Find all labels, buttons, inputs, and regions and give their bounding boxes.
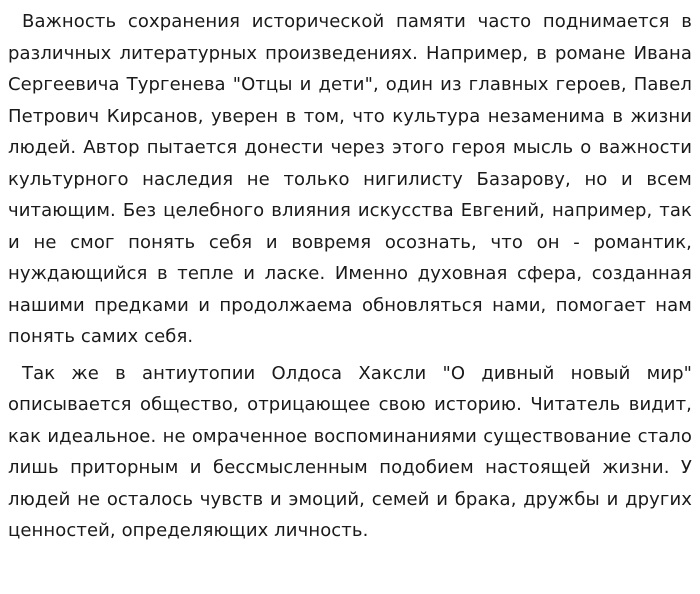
document-body [8,6,692,547]
paragraph-historical-memory: Важность сохранения исторической памяти часто поднимается в различных литературных произведениях. Например, в романе Ивана Сергеевича Тургенева "Отцы и дети", один из главных героев, Павел Петрович Кирсанов, уверен в том, что культура незаменима в жизни людей. Автор пытается донести через этого героя мысль о важности культурного наследия не только нигилисту Базарову, но и всем читающим. Без целебного влияния искусства Евгений, например, так и не смог понять себя и вовремя осознать, что он - романтик, нуждающийся в тепле и ласке. Именно духовная сфера, созданная нашими предками и продолжаема обновляться нами, помогает нам понять самих себя. [8,11,692,347]
paragraph-huxley-dystopia: Так же в антиутопии Олдоса Хаксли "О дивный новый мир" описывается общество, отрицающее свою историю. Читатель видит, как идеальное. не омраченное воспоминаниями существование стало лишь приторным и бессмысленным подобием настоящей жизни. У людей не осталось чувств и эмоций, семей и брака, дружбы и других ценностей, определяющих личность. [8,362,692,541]
